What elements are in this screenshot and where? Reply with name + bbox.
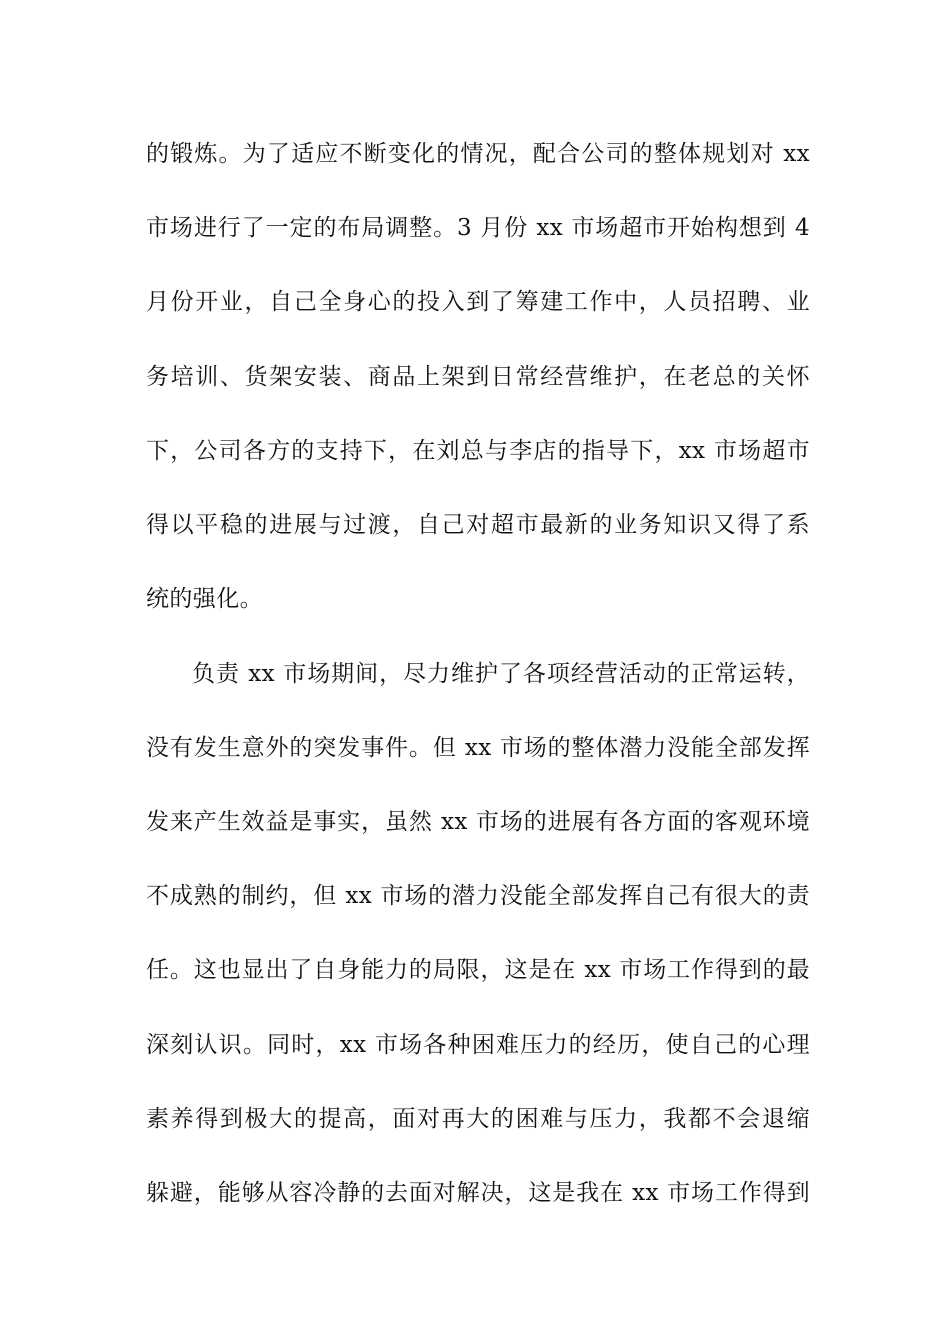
text-line: 下，公司各方的支持下，在刘总与李店的指导下，xx 市场超市 [146, 438, 810, 464]
text-line: 素养得到极大的提高，面对再大的困难与压力，我都不会退缩 [146, 1106, 810, 1132]
text-line: 发来产生效益是事实，虽然 xx 市场的进展有各方面的客观环境 [146, 809, 810, 835]
text-line: 任。这也显出了自身能力的局限，这是在 xx 市场工作得到的最 [146, 957, 810, 983]
text-line: 市场进行了一定的布局调整。3 月份 xx 市场超市开始构想到 4 [146, 215, 810, 241]
text-line: 负责 xx 市场期间，尽力维护了各项经营活动的正常运转， [192, 661, 810, 687]
text-line: 的锻炼。为了适应不断变化的情况，配合公司的整体规划对 xx [146, 141, 810, 167]
text-line: 深刻认识。同时，xx 市场各种困难压力的经历，使自己的心理 [146, 1032, 810, 1058]
text-line: 得以平稳的进展与过渡，自己对超市最新的业务知识又得了系 [146, 512, 810, 538]
text-line: 统的强化。 [146, 586, 263, 612]
text-line: 不成熟的制约，但 xx 市场的潜力没能全部发挥自己有很大的责 [146, 883, 810, 909]
text-line: 没有发生意外的突发事件。但 xx 市场的整体潜力没能全部发挥 [146, 735, 810, 761]
text-line: 躲避，能够从容冷静的去面对解决，这是我在 xx 市场工作得到 [146, 1180, 810, 1206]
text-line: 月份开业，自己全身心的投入到了筹建工作中，人员招聘、业 [146, 289, 810, 315]
text-line: 务培训、货架安装、商品上架到日常经营维护，在老总的关怀 [146, 364, 810, 390]
